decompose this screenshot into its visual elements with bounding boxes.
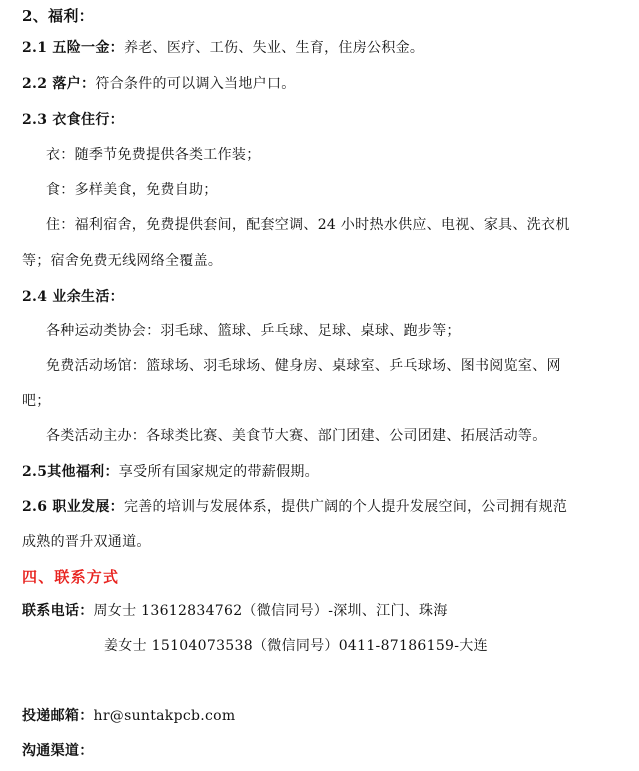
associations-text: 各种运动类协会：羽毛球、篮球、乒乓球、足球、桌球、跑步等；: [46, 323, 461, 339]
other-benefits-paragraph: [22, 462, 319, 482]
venues-text-line-1: 免费活动场馆：篮球场、羽毛球场、健身房、桌球室、乒乓球场、图书阅览室、网: [46, 358, 561, 374]
other-benefits-text: 享受所有国家规定的带薪假期。: [118, 464, 319, 480]
career-label: 2.6 职业发展：: [22, 499, 124, 515]
email-label: 投递邮箱：: [22, 708, 94, 724]
activities-text: 各类活动主办：各球类比赛、美食节大赛、部门团建、公司团建、拓展活动等。: [46, 428, 547, 444]
venues-text-line-2: 吧；: [22, 393, 51, 409]
hukou-paragraph: [22, 74, 296, 94]
other-benefits-label: 2.5其他福利：: [22, 464, 119, 480]
career-text-line-1: 完善的培训与发展体系，提供广阔的个人提升发展空间，公司拥有规范: [123, 499, 568, 515]
insurance-label: 2.1 五险一金：: [22, 40, 124, 56]
career-paragraph-line-1: [22, 497, 567, 517]
hukou-text: 符合条件的可以调入当地户口。: [95, 76, 296, 92]
channel-label: 沟通渠道：: [22, 743, 94, 759]
phone-row-1: [22, 601, 448, 621]
benefits-heading: 2、福利：: [22, 7, 94, 25]
food-text: 食：多样美食，免费自助；: [46, 182, 218, 198]
hukou-label: 2.2 落户：: [22, 76, 96, 92]
email-row: [22, 706, 235, 726]
insurance-text: 养老、医疗、工伤、失业、生育，住房公积金。: [123, 40, 425, 56]
email-address: hr@suntakpcb.com: [93, 708, 236, 724]
insurance-paragraph: [22, 38, 424, 58]
phone-contact-2: 姜女士 15104073538（微信同号）0411-87186159-大连: [104, 638, 488, 654]
contact-heading: 四、联系方式: [22, 568, 120, 586]
living-label: 2.3 衣食住行：: [22, 112, 124, 128]
phone-contact-1: 周女士 13612834762（微信同号）-深圳、江门、珠海: [93, 603, 448, 619]
career-text-line-2: 成熟的晋升双通道。: [22, 534, 151, 550]
housing-text-line-1: 住：福利宿舍，免费提供套间，配套空调、24 小时热水供应、电视、家具、洗衣机: [46, 217, 570, 233]
clothing-text: 衣：随季节免费提供各类工作装；: [46, 147, 261, 163]
housing-text-line-2: 等；宿舍免费无线网络全覆盖。: [22, 253, 223, 269]
phone-label: 联系电话：: [22, 603, 94, 619]
leisure-label: 2.4 业余生活：: [22, 289, 124, 305]
